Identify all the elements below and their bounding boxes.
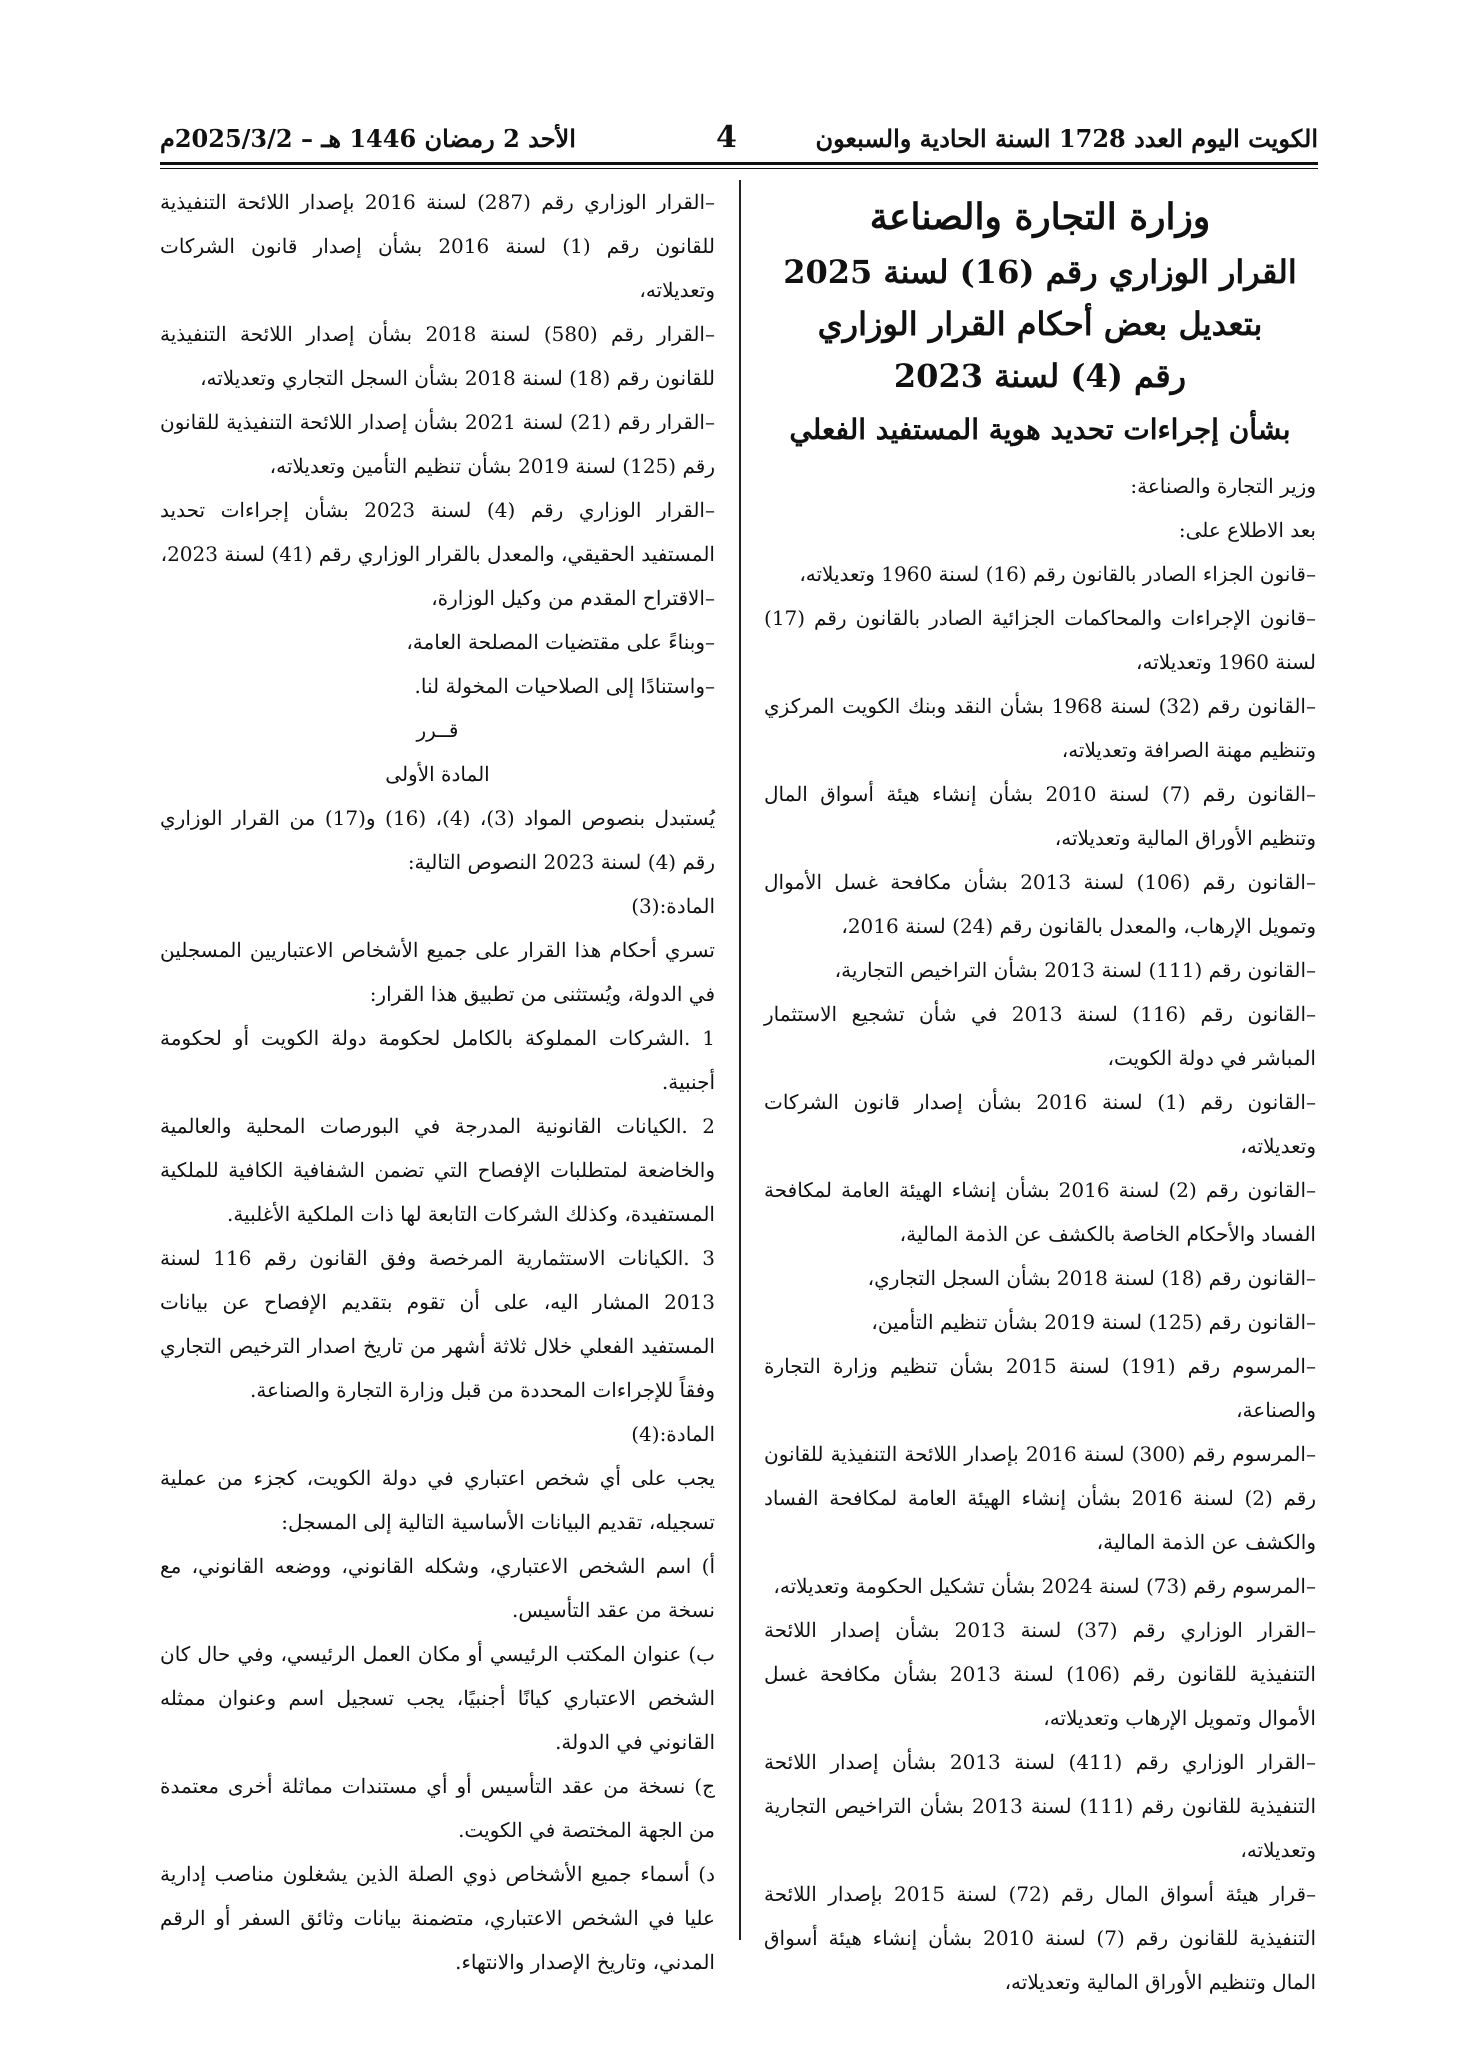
- page-number: 4: [716, 120, 737, 155]
- preamble-line: بعد الاطلاع على:: [1178, 518, 1316, 542]
- decree-reference: –المرسوم رقم (191) لسنة 2015 بشأن تنظيم وزارة التجارة والصناعة،: [764, 1354, 1316, 1422]
- article-4-item: ب) عنوان المكتب الرئيسي أو مكان العمل الرئيسي، وفي حال كان الشخص الاعتباري كيانًا أجنبيًا، يجب تسجيل اسم وعنوان ممثله القانوني في الدولة.: [160, 1642, 715, 1754]
- decision-reference: –القرار الوزاري رقم (411) لسنة 2013 بشأن إصدار اللائحة التنفيذية للقانون رقم (111) لسنة 2013 بشأن التراخيص التجارية وتعديلاته،: [764, 1750, 1316, 1862]
- law-reference: –القانون رقم (106) لسنة 2013 بشأن مكافحة غسل الأموال وتمويل الإرهاب، والمعدل بالقانون رقم (24) لسنة 2016،: [764, 870, 1316, 938]
- law-reference: –القانون رقم (116) لسنة 2013 في شأن تشجيع الاستثمار المباشر في دولة الكويت،: [764, 1002, 1316, 1070]
- law-reference: –القانون رقم (7) لسنة 2010 بشأن إنشاء هيئة أسواق المال وتنظيم الأوراق المالية وتعديلاته،: [764, 782, 1316, 850]
- decision-reference: –القرار رقم (21) لسنة 2021 بشأن إصدار اللائحة التنفيذية للقانون رقم (125) لسنة 2019 بشأن تنظيم التأمين وتعديلاته،: [160, 410, 715, 478]
- left-column: [160, 180, 715, 1984]
- article-4-item: د) أسماء جميع الأشخاص ذوي الصلة الذين يشغلون مناصب إدارية عليا في الشخص الاعتباري، متضمنة بيانات وثائق السفر أو الرقم المدني، وتاريخ الإصدار والانتهاء.: [160, 1862, 715, 1974]
- article-3-label: المادة:(3): [631, 894, 715, 918]
- law-reference: –القانون رقم (1) لسنة 2016 بشأن إصدار قانون الشركات وتعديلاته،: [764, 1090, 1316, 1158]
- header-rule-thin: [160, 168, 1318, 169]
- decree-reference: –المرسوم رقم (300) لسنة 2016 بإصدار اللائحة التنفيذية للقانون رقم (2) لسنة 2016 بشأن إنشاء الهيئة العامة لمكافحة الفساد والكشف عن الذمة المالية،: [764, 1442, 1316, 1554]
- law-reference: –قانون الإجراءات والمحاكمات الجزائية الصادر بالقانون رقم (17) لسنة 1960 وتعديلاته،: [764, 606, 1316, 674]
- law-reference: –القانون رقم (125) لسنة 2019 بشأن تنظيم التأمين،: [871, 1310, 1316, 1334]
- article-3-item: 1 .الشركات المملوكة بالكامل لحكومة دولة الكويت أو لحكومة أجنبية.: [160, 1026, 715, 1094]
- preamble-line: –واستنادًا إلى الصلاحيات المخولة لنا.: [414, 674, 715, 698]
- law-reference: –القانون رقم (32) لسنة 1968 بشأن النقد وبنك الكويت المركزي وتنظيم مهنة الصرافة وتعديلاته،: [764, 694, 1316, 762]
- decree-reference: –المرسوم رقم (73) لسنة 2024 بشأن تشكيل الحكومة وتعديلاته،: [773, 1574, 1316, 1598]
- header-date: الأحد 2 رمضان 1446 هـ – 2025/3/2م: [160, 124, 576, 153]
- decision-subject-line: بشأن إجراءات تحديد هوية المستفيد الفعلي: [789, 413, 1291, 446]
- preamble-line: –الاقتراح المقدم من وكيل الوزارة،: [431, 586, 715, 610]
- decision-reference: –قرار هيئة أسواق المال رقم (72) لسنة 2015 بإصدار اللائحة التنفيذية للقانون رقم (7) لسنة 2010 بشأن إنشاء هيئة أسواق المال وتنظيم الأوراق المالية وتعديلاته،: [764, 1882, 1317, 1994]
- ministry-title: وزارة التجارة والصناعة: [869, 196, 1211, 238]
- decision-reference: –القرار الوزاري رقم (4) لسنة 2023 بشأن إجراءات تحديد المستفيد الحقيقي، والمعدل بالقرار الوزاري رقم (41) لسنة 2023،: [160, 498, 715, 566]
- decision-reference: –القرار رقم (580) لسنة 2018 بشأن إصدار اللائحة التنفيذية للقانون رقم (18) لسنة 2018 بشأن السجل التجاري وتعديلاته،: [160, 322, 715, 390]
- law-reference: –القانون رقم (111) لسنة 2013 بشأن التراخيص التجارية،: [834, 958, 1316, 982]
- law-reference: –القانون رقم (2) لسنة 2016 بشأن إنشاء الهيئة العامة لمكافحة الفساد والأحكام الخاصة بالكشف عن الذمة المالية،: [764, 1178, 1317, 1246]
- decision-subject-line: بتعديل بعض أحكام القرار الوزاري: [817, 305, 1263, 343]
- decision-reference: –القرار الوزاري رقم (37) لسنة 2013 بشأن إصدار اللائحة التنفيذية للقانون رقم (106) لسنة 2013 بشأن مكافحة غسل الأموال وتمويل الإرهاب وتعديلاته،: [764, 1618, 1317, 1730]
- header-gazette-info: الكويت اليوم العدد 1728 السنة الحادية والسبعون: [815, 124, 1318, 153]
- article-4-label: المادة:(4): [631, 1422, 715, 1446]
- article-first-text: يُستبدل بنصوص المواد (3)، (4)، (16) و(17) من القرار الوزاري رقم (4) لسنة 2023 النصوص التالية:: [160, 806, 716, 874]
- article-3-text: تسري أحكام هذا القرار على جميع الأشخاص الاعتباريين المسجلين في الدولة، ويُستثنى من تطبيق هذا القرار:: [160, 938, 715, 1006]
- law-reference: –قانون الجزاء الصادر بالقانون رقم (16) لسنة 1960 وتعديلاته،: [799, 562, 1316, 586]
- preamble-line: –وبناءً على مقتضيات المصلحة العامة،: [406, 630, 715, 654]
- column-divider: [739, 180, 741, 1940]
- article-3-item: 3 .الكيانات الاستثمارية المرخصة وفق القانون رقم 116 لسنة 2013 المشار اليه، على أن تقوم بتقديم الإفصاح عن بيانات المستفيد الفعلي خلال ثلاثة أشهر من تاريخ اصدار الترخيص التجاري وفقاً للإجراءات المحددة من قبل وزارة التجارة والصناعة.: [160, 1246, 715, 1402]
- decided-heading: قــرر: [416, 718, 459, 742]
- header-rule-thick: [160, 162, 1318, 165]
- right-column: [764, 180, 1316, 2004]
- law-reference: –القانون رقم (18) لسنة 2018 بشأن السجل التجاري،: [867, 1266, 1316, 1290]
- article-4-text: يجب على أي شخص اعتباري في دولة الكويت، كجزء من عملية تسجيله، تقديم البيانات الأساسية التالية إلى المسجل:: [160, 1466, 715, 1534]
- page-header: [160, 120, 1318, 160]
- minister-line: وزير التجارة والصناعة:: [1130, 474, 1316, 498]
- article-3-item: 2 .الكيانات القانونية المدرجة في البورصات المحلية والعالمية والخاضعة لمتطلبات الإفصاح التي تضمن الشفافية الكافية للملكية المستفيدة، وكذلك الشركات التابعة لها ذات الملكية الأغلبية.: [160, 1114, 715, 1226]
- article-4-item: أ) اسم الشخص الاعتباري، وشكله القانوني، ووضعه القانوني، مع نسخة من عقد التأسيس.: [160, 1554, 715, 1622]
- article-first-heading: المادة الأولى: [385, 762, 490, 786]
- decision-subject-line: رقم (4) لسنة 2023: [893, 357, 1187, 395]
- article-4-item: ج) نسخة من عقد التأسيس أو أي مستندات مماثلة أخرى معتمدة من الجهة المختصة في الكويت.: [160, 1774, 715, 1842]
- decision-title: القرار الوزاري رقم (16) لسنة 2025: [783, 253, 1297, 291]
- decision-reference: –القرار الوزاري رقم (287) لسنة 2016 بإصدار اللائحة التنفيذية للقانون رقم (1) لسنة 2016 بشأن إصدار قانون الشركات وتعديلاته،: [160, 190, 715, 302]
